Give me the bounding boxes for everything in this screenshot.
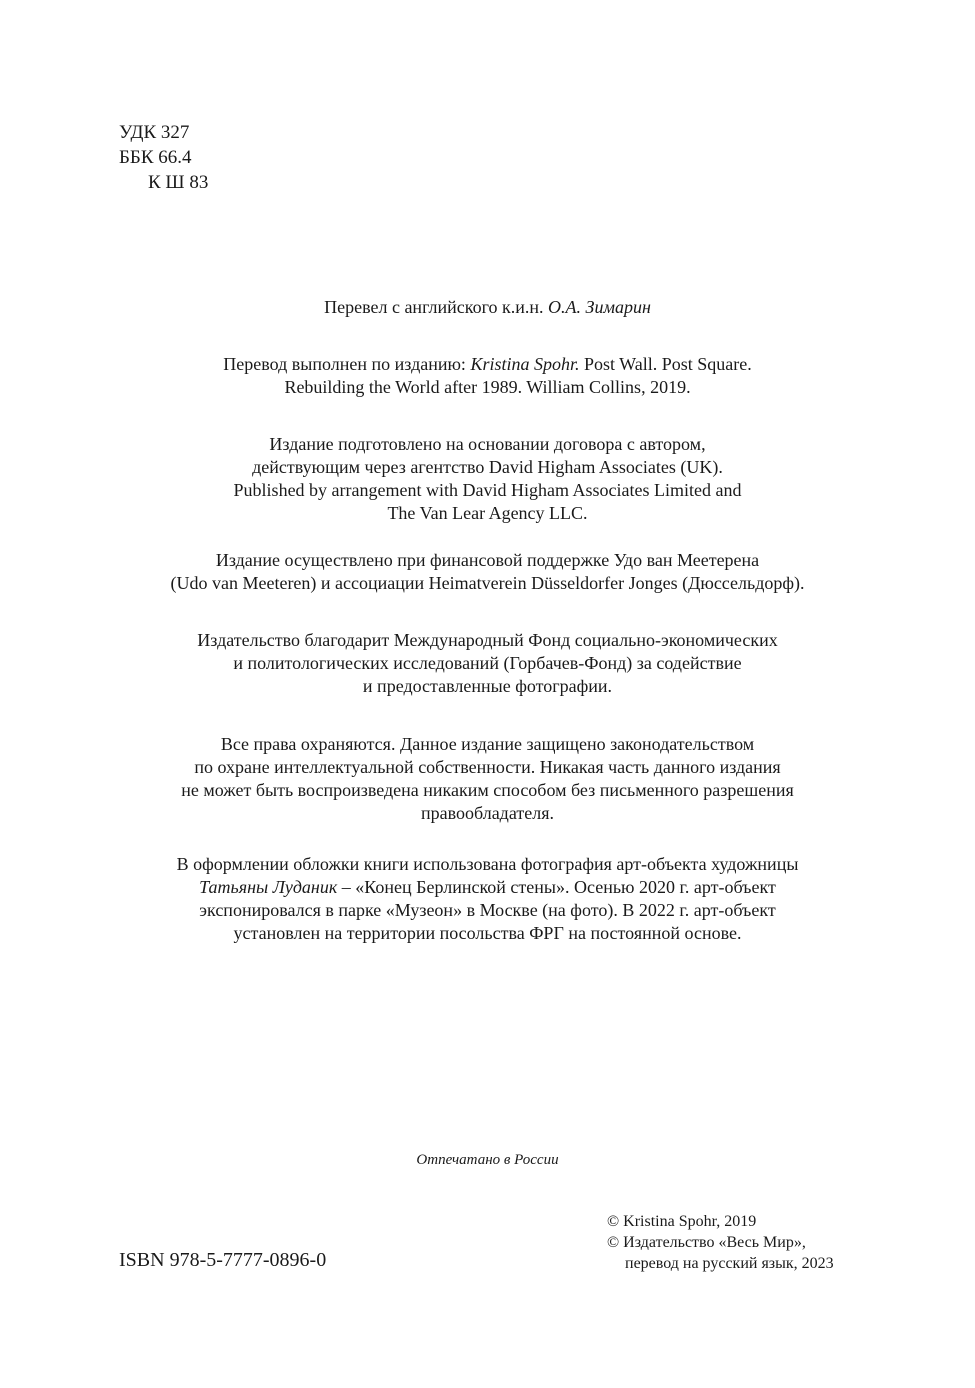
copyright-line: © Издательство «Весь Мир», [607,1234,806,1251]
rights-line: Все права охраняются. Данное издание защищено законодательством [220,734,755,754]
copyright-block [607,1211,834,1274]
bbk-code: ББК 66.4 [119,147,192,168]
thanks-notice [0,629,975,698]
classification-codes [119,120,208,195]
original-author: Kristina Spohr. [470,354,580,374]
cover-note-text: – «Конец Берлинской стены». Осенью 2020 г. арт-объект [337,877,776,897]
rights-line: не может быть воспроизведена никаким способом без письменного разрешения [181,780,794,800]
support-line: (Udo van Meeteren) и ассоциации Heimatverein Düsseldorfer Jonges (Дюссельдорф). [170,573,805,593]
udk-code: УДК 327 [119,122,190,143]
cover-note-line: экспонировался в парке «Музеон» в Москве (на фото). В 2022 г. арт-объект [199,900,776,920]
artist-name: Татьяны Луданик [199,877,338,897]
original-title: Post Wall. Post Square. [583,354,752,374]
translator-credit [0,296,975,319]
translator-prefix: Перевел с английского к.и.н. [324,297,544,317]
rights-line: по охране интеллектуальной собственности. Никакая часть данного издания [194,757,781,777]
printed-in: Отпечатано в России [416,1152,559,1168]
original-edition-line-2: Rebuilding the World after 1989. William Collins, 2019. [284,377,691,397]
agreement-line: The Van Lear Agency LLC. [387,503,588,523]
translator-name: О.А. Зимарин [548,297,651,317]
cover-note-line [0,876,975,899]
cover-note-line: В оформлении обложки книги использована фотография арт-объекта художницы [176,854,799,874]
support-notice [0,549,975,595]
isbn: ISBN 978-5-7777-0896-0 [119,1249,327,1271]
copyright-line: перевод на русский язык, 2023 [625,1255,834,1272]
original-edition-prefix: Перевод выполнен по изданию: [223,354,466,374]
agreement-line: Издание подготовлено на основании договора с автором, [269,434,706,454]
original-edition [0,353,975,399]
cover-note-line: установлен на территории посольства ФРГ на постоянной основе. [233,923,742,943]
rights-notice [0,733,975,825]
agreement-notice [0,433,975,525]
agreement-line: действующим через агентство David Higham Associates (UK). [252,457,723,477]
cover-note [0,853,975,945]
support-line: Издание осуществлено при финансовой поддержке Удо ван Меетерена [215,550,760,570]
rights-line: правообладателя. [421,803,554,823]
copyright-line: © Kristina Spohr, 2019 [607,1213,757,1230]
author-mark: К Ш 83 [148,172,209,193]
thanks-line: и предоставленные фотографии. [362,676,613,696]
agreement-line: Published by arrangement with David Higham Associates Limited and [233,480,742,500]
thanks-line: Издательство благодарит Международный Фонд социально-экономических [197,630,778,650]
thanks-line: и политологических исследований (Горбачев-Фонд) за содействие [233,653,742,673]
original-edition-line-1 [0,353,975,376]
